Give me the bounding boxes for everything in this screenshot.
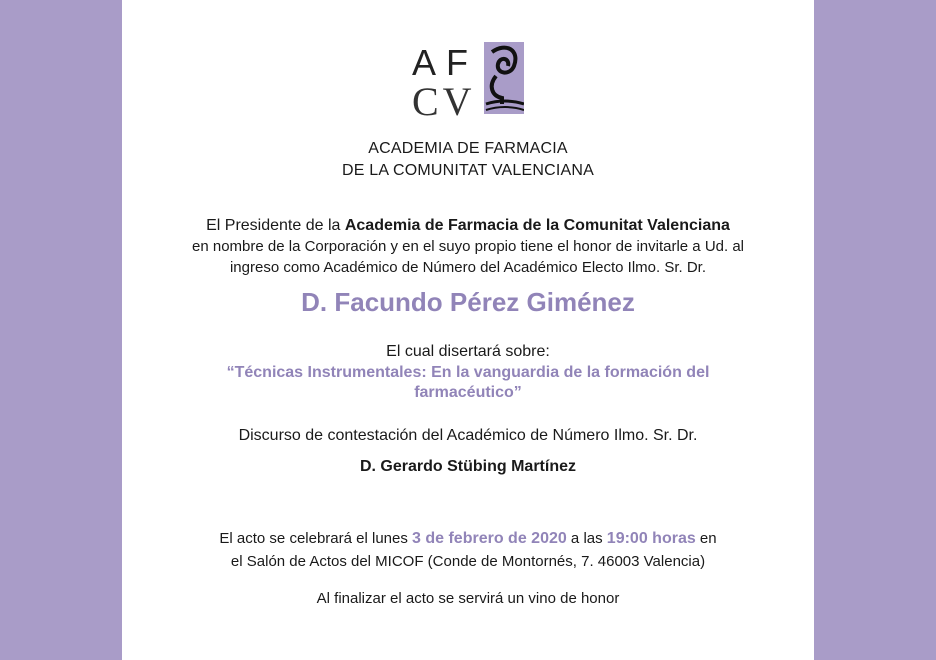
pharmacy-serpent-icon	[484, 42, 524, 114]
reply-label: Discurso de contestación del Académico de Número Ilmo. Sr. Dr.	[238, 427, 698, 444]
organization-line-1: ACADEMIA DE FARMACIA	[368, 140, 568, 157]
discourse-title: “Técnicas Instrumentales: En la vanguardia de la formación del farmacéutico”	[226, 364, 710, 401]
discourse-label: El cual disertará sobre:	[386, 343, 550, 360]
reply-academic-name: D. Gerardo Stübing Martínez	[359, 458, 576, 475]
event-line-1: El acto se celebrará el lunes 3 de febrero de 2020 a las 19:00 horas en	[219, 530, 717, 547]
event-location: el Salón de Actos del MICOF (Conde de Montornés, 7. 46003 Valencia)	[230, 553, 706, 570]
invitation-intro	[122, 215, 814, 278]
event-time: 19:00 horas	[606, 530, 696, 547]
intro-line-1: El Presidente de la Academia de Farmacia de la Comunitat Valenciana	[206, 217, 730, 234]
honoree-name: D. Facundo Pérez Giménez	[301, 287, 635, 317]
organization-name	[122, 138, 814, 182]
logo-letters-cv: CV	[412, 79, 476, 124]
closing-note: Al finalizar el acto se servirá un vino de honor	[316, 590, 620, 607]
intro-line-3: ingreso como Académico de Número del Académico Electo Ilmo. Sr. Dr.	[229, 259, 707, 276]
event-date: 3 de febrero de 2020	[412, 530, 567, 547]
organization-line-2: DE LA COMUNITAT VALENCIANA	[341, 162, 595, 179]
logo-letters-af: AF	[412, 42, 479, 83]
invitation-card	[122, 0, 814, 660]
intro-line-2: en nombre de la Corporación y en el suyo propio tiene el honor de invitarle a Ud. al	[192, 238, 744, 255]
academy-logo	[412, 40, 527, 124]
academy-name-bold: Academia de Farmacia de la Comunitat Valenciana	[344, 217, 730, 234]
event-details	[122, 527, 814, 573]
